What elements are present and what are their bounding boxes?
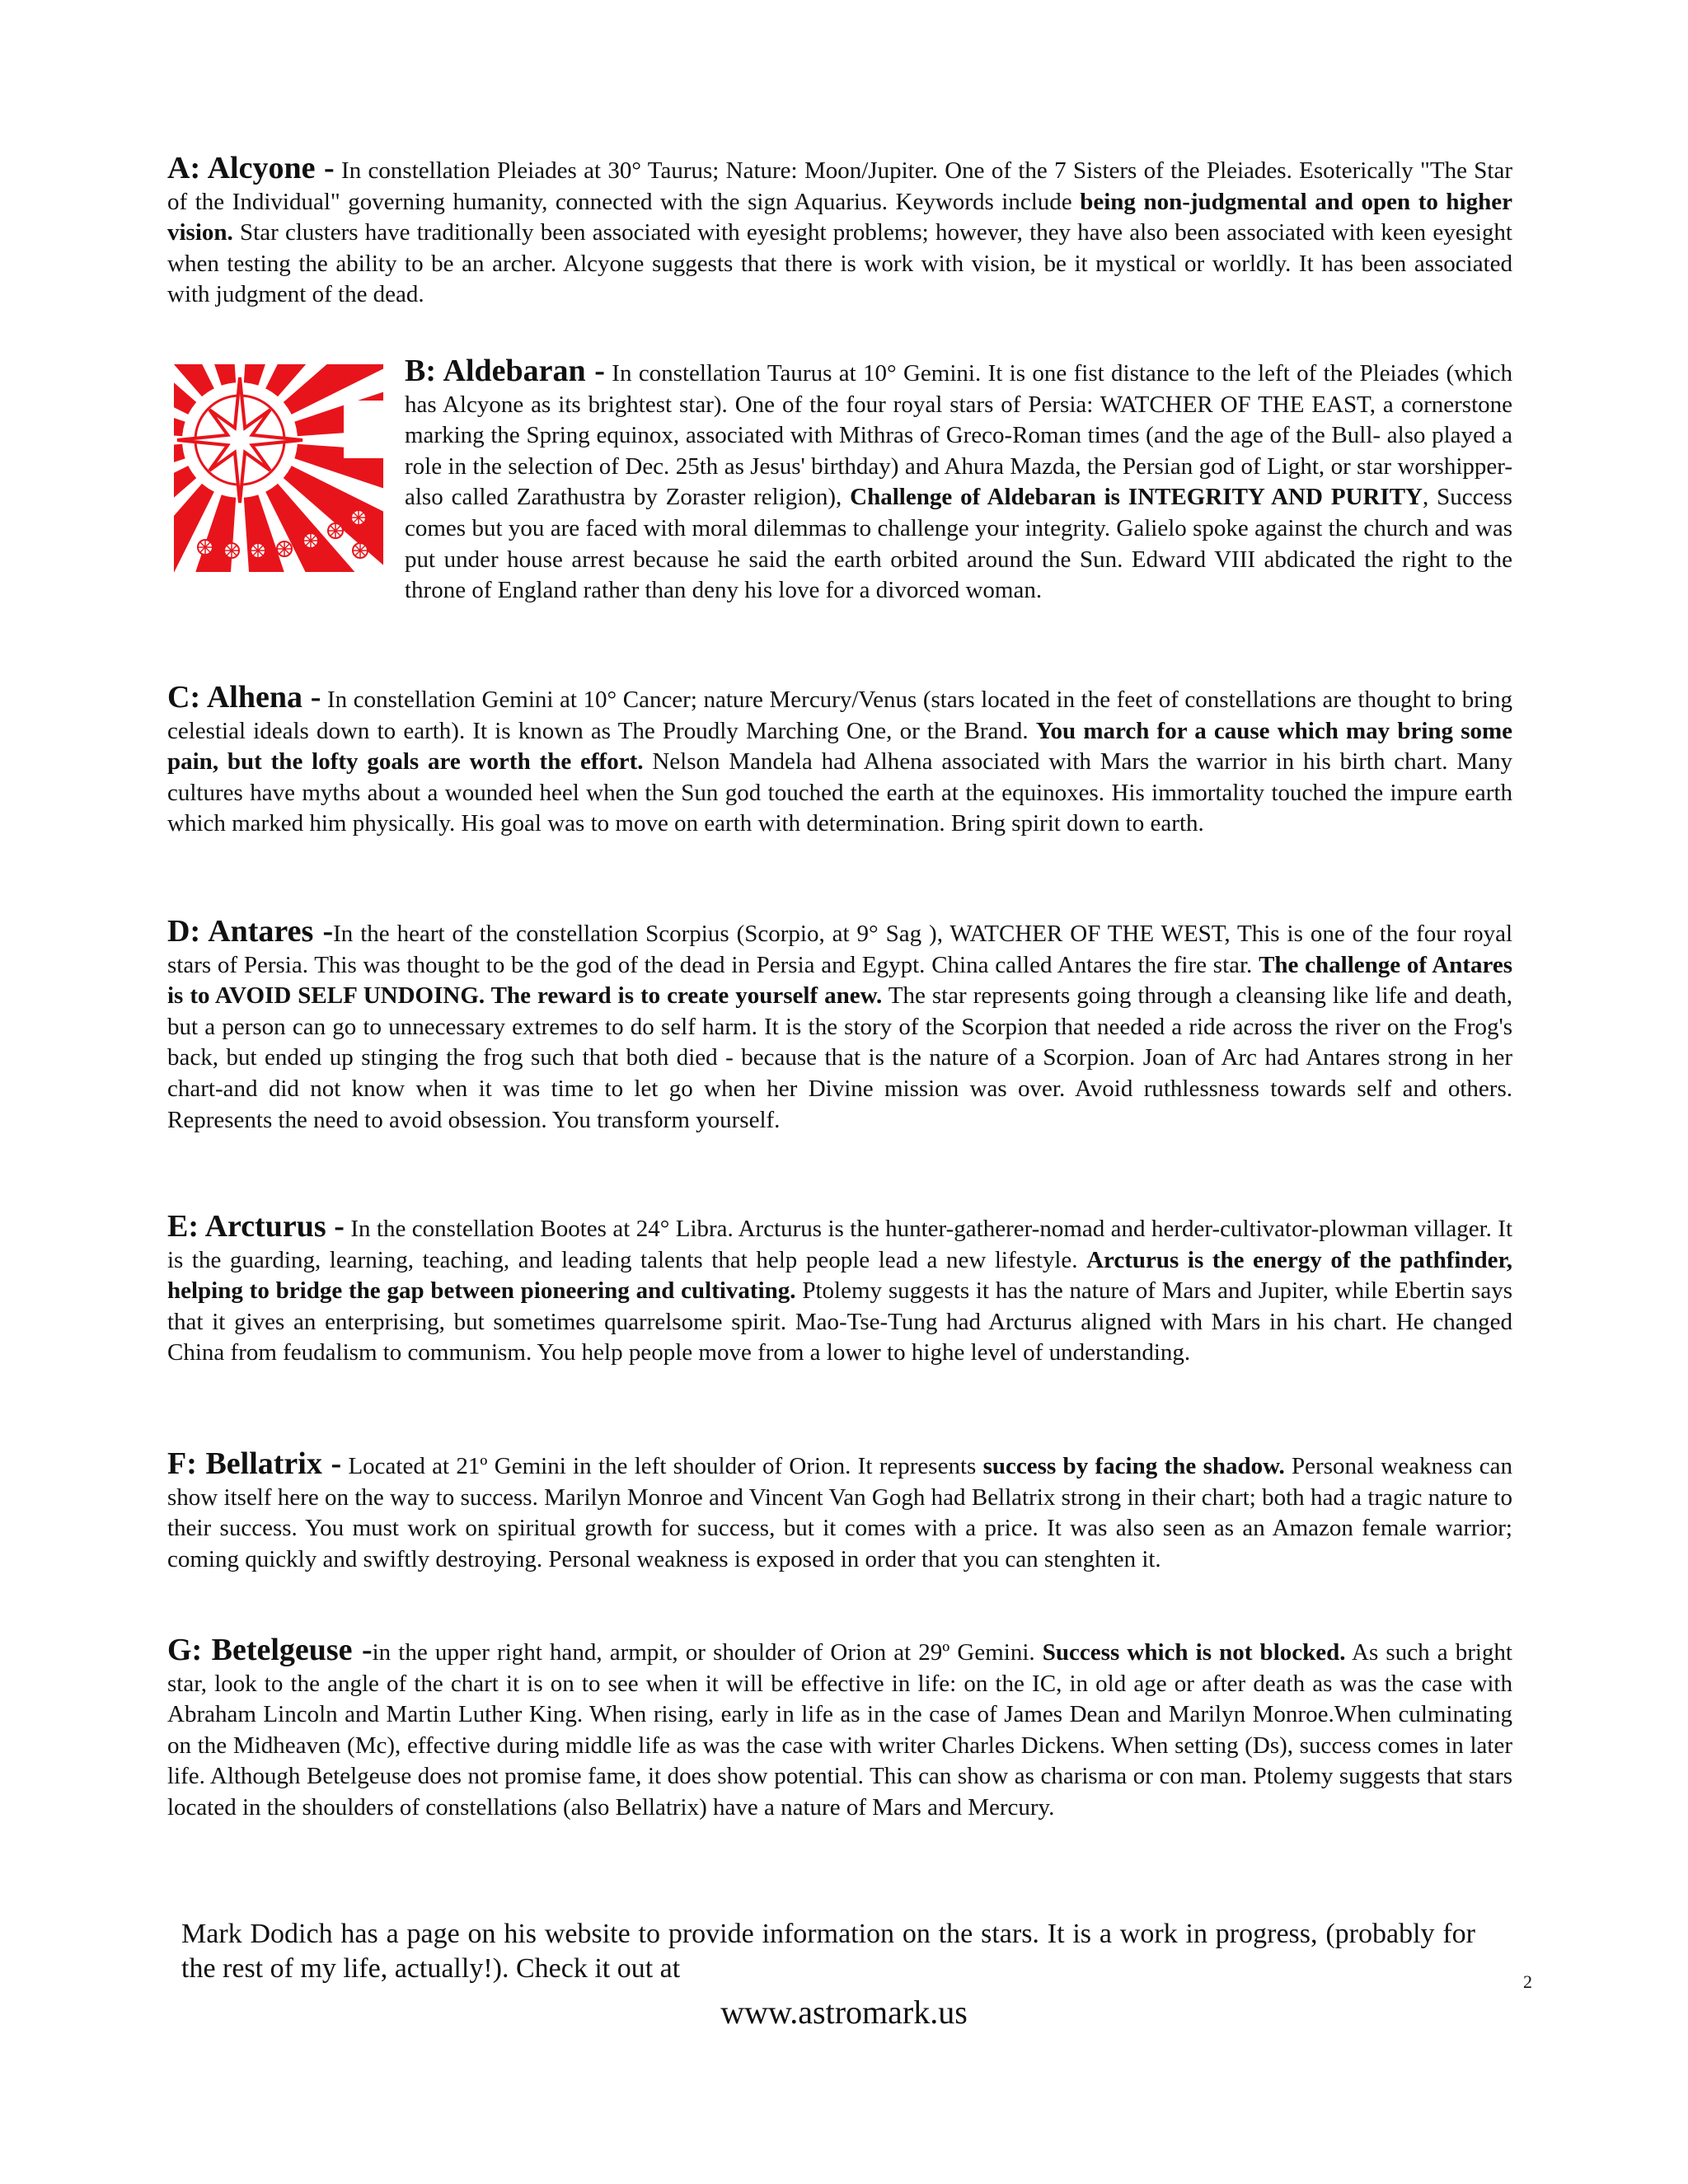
- entry-keywords: Success which is not blocked.: [1042, 1639, 1346, 1666]
- entry-keywords: being non-judgmental and open to higher vision.: [167, 188, 1512, 246]
- entry-alcyone: [167, 153, 1512, 311]
- entry-keywords: success by facing the shadow.: [982, 1453, 1285, 1479]
- entry-text: Personal weakness can show itself here on the way to success. Marilyn Monroe and Vincent Van Gogh had Bellatrix strong in their chart; both had a tragic nature to their success. You must work on spiritual growth for success, but it comes with a price. It was also seen as an Amazon female warrior; coming quickly and swiftly destroying. Personal weakness is exposed in order that you can stenghten it.: [167, 1453, 1512, 1572]
- page-number: 2: [1523, 1971, 1532, 1992]
- website-url[interactable]: www.astromark.us: [720, 1994, 968, 2031]
- entry-keywords: Arcturus is the energy of the pathfinder, helping to bridge the gap between pioneering and cultivating.: [167, 1246, 1512, 1305]
- entry-heading: G: Betelgeuse -: [167, 1633, 373, 1667]
- entry-heading: B: Aldebaran -: [405, 354, 605, 388]
- entry-keywords: The challenge of Antares is to AVOID SELF UNDOING. The reward is to create yourself anew.: [167, 951, 1512, 1010]
- entry-text: Nelson Mandela had Alhena associated with Mars the warrior in his birth chart. Many cultures have myths about a wounded heel when the Sun god touched the earth at the equinoxes. His immortality touched the impure earth which marked him physically. His goal was to move on earth with determination. Bring spirit down to earth.: [167, 748, 1512, 837]
- entry-heading: D: Antares -: [167, 914, 334, 949]
- entry-aldebaran: [167, 356, 1512, 607]
- entry-text: In constellation Taurus at 10° Gemini. It is one fist distance to the left of the Pleiades (which has Alcyone as its brightest star). One of the four royal stars of Persia: WATCHER OF THE EAST, a cornerstone marking the Spring equinox, associated with Mithras of Greco-Roman times (and the age of the Bull- also played a role in the selection of Dec. 25th as Jesus' birthday) and Ahura Mazda, the Persian god of Light, or star worshipper- also called Zarathustra by Zoraster religion),: [405, 360, 1512, 511]
- entry-text: In the heart of the constellation Scorpius (Scorpio, at 9° Sag ), WATCHER OF THE WEST, This is one of the four royal stars of Persia. This was thought to be the god of the dead in Persia and Egypt. China called Antares the fire star.: [167, 921, 1512, 978]
- entry-keywords: Challenge of Aldebaran is INTEGRITY AND PURITY: [850, 484, 1423, 511]
- entry-text: Ptolemy suggests it has the nature of Mars and Jupiter, while Ebertin says that it gives an enterprising, but sometimes quarrelsome spirit. Mao-Tse-Tung had Arcturus aligned with Mars in his chart. He changed China from feudalism to communism. You help people move from a lower to highe level of understanding.: [167, 1277, 1512, 1366]
- entry-heading: E: Arcturus -: [167, 1209, 345, 1244]
- entry-heading: F: Bellatrix -: [167, 1446, 342, 1481]
- entry-text: As such a bright star, look to the angle of the chart it is on to see when it will be effective in life: on the IC, in old age or after death as was the case with Abraham Lincoln and Martin Luther King. When rising, early in life as in the case of James Dean and Marilyn Monroe.When culminating on the Midheaven (Mc), effective during middle life as was the case with writer Charles Dickens. When setting (Ds), success comes in later life. Although Betelgeuse does not promise fame, it does show potential. This can show as charisma or con man. Ptolemy suggests that stars located in the shoulders of constellations (also Bellatrix) have a nature of Mars and Mercury.: [167, 1639, 1512, 1821]
- entry-alhena: [167, 682, 1512, 840]
- entry-heading: A: Alcyone -: [167, 151, 335, 185]
- entry-betelgeuse: [167, 1635, 1512, 1824]
- entry-text: In the constellation Bootes at 24° Libra. Arcturus is the hunter-gatherer-nomad and herder-cultivator-plowman villager. It is the guarding, learning, teaching, and leading talents that help people lead a new lifestyle.: [167, 1216, 1513, 1273]
- entry-text: Star clusters have traditionally been associated with eyesight problems; however, they have also been associated with keen eyesight when testing the ability to be an archer. Alcyone suggests that there is work with vision, be it mystical or worldly. It has been associated with judgment of the dead.: [167, 219, 1512, 308]
- entry-text: Located at 21º Gemini in the left shoulder of Orion. It represents: [341, 1453, 983, 1479]
- entry-heading: C: Alhena -: [167, 680, 321, 715]
- entry-keywords: You march for a cause which may bring some pain, but the lofty goals are worth the effort.: [167, 717, 1513, 776]
- entry-text: In constellation Pleiades at 30° Taurus; Nature: Moon/Jupiter. One of the 7 Sisters of the Pleiades. Esoterically "The Star of the Individual" governing humanity, connected with the sign Aquarius. Keywords include: [167, 157, 1512, 215]
- entry-bellatrix: [167, 1446, 1512, 1575]
- entry-text: , Success comes but you are faced with moral dilemmas to challenge your integrity. Galielo spoke against the church and was put under house arrest because he said the earth orbited around the Sun. Edward VIII abdicated the right to the throne of England rather than deny his love for a divorced woman.: [405, 484, 1512, 604]
- footer-text: Mark Dodich has a page on his website to provide information on the stars. It is a work in progress, (probably for the rest of my life, actually!). Check it out at: [181, 1919, 1475, 1984]
- entry-text: In constellation Gemini at 10° Cancer; nature Mercury/Venus (stars located in the feet of constellations are thought to bring celestial ideals down to earth). It is known as The Proudly Marching One, or the Brand.: [167, 687, 1512, 744]
- entry-antares: [167, 916, 1512, 1136]
- entry-text: The star represents going through a cleansing like life and death, but a person can go to unnecessary extremes to do self harm. It is the story of the Scorpion that needed a ride across the river on the Frog's back, but ended up stinging the frog such that both died - because that is the nature of a Scorpion. Joan of Arc had Antares strong in her chart-and did not know when it was time to let go when her Divine mission was over. Avoid ruthlessness towards self and others. Represents the need to avoid obsession. You transform yourself.: [167, 982, 1512, 1133]
- entry-text: in the upper right hand, armpit, or shoulder of Orion at 29º Gemini.: [372, 1639, 1043, 1666]
- entry-arcturus: [167, 1209, 1513, 1369]
- star-icon: [174, 364, 383, 572]
